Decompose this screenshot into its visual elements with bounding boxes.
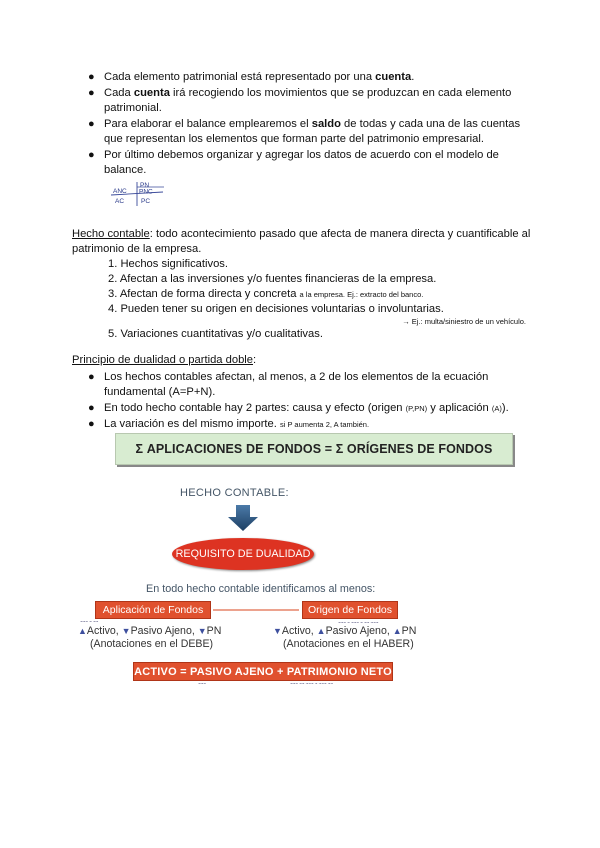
- sketch-anc: ANC: [113, 188, 127, 195]
- principio-title: Principio de dualidad o partida doble:: [72, 354, 257, 366]
- intro-bullet-list: [76, 70, 536, 179]
- connector-arrow: [213, 609, 299, 611]
- annotation-note: → Ej.: multa/siniestro de un vehículo.: [402, 317, 526, 326]
- list-item: ● Cada cuenta irá recogiendo los movimientos que se produzcan en cada elemento patrimonial.: [88, 87, 512, 114]
- origen-details: ▼Activo, ▲Pasivo Ajeno, ▲PN (Anotaciones en el HABER): [273, 625, 417, 650]
- list-item: ● Cada elemento patrimonial está representado por una cuenta.: [88, 71, 415, 83]
- triangle-down-icon: ▼: [197, 626, 207, 636]
- list-item: ● En todo hecho contable hay 2 partes: causa y efecto (origen (P,PN) y aplicación (A)).: [88, 402, 509, 414]
- triangle-down-icon: ▼: [273, 626, 282, 636]
- list-item: 2. Afectan a las inversiones y/o fuentes financieras de la empresa.: [108, 273, 437, 285]
- list-item: ● Por último debemos organizar y agregar los datos de acuerdo con el modelo de balance.: [88, 149, 499, 176]
- sketch-pc: PC: [141, 198, 151, 205]
- triangle-down-icon: ▼: [121, 626, 131, 636]
- origen-fondos-box: Origen de Fondos: [302, 601, 398, 619]
- triangle-up-icon: ▲: [78, 626, 87, 636]
- sketch-pnc: PNC: [139, 188, 153, 196]
- funds-equation-box: Σ APLICACIONES DE FONDOS = Σ ORÍGENES DE FONDOS: [115, 433, 513, 465]
- list-item: ● Los hechos contables afectan, al menos, a 2 de los elementos de la ecuación fundamental (A=P+N).: [88, 371, 489, 398]
- handwritten-note: ~~~ ~ ~~: [80, 619, 99, 624]
- triangle-up-icon: ▲: [392, 626, 402, 636]
- balance-sketch: [108, 181, 166, 207]
- list-item: 1. Hechos significativos.: [108, 258, 229, 270]
- triangle-up-icon: ▲: [316, 626, 326, 636]
- handwritten-note: ~~~: [198, 681, 206, 686]
- handwritten-note: ~~~ ~~ ~~~ ~ ~~~ ~~: [290, 681, 334, 686]
- accounting-equation-box: ACTIVO = PASIVO AJENO + PATRIMONIO NETO: [133, 662, 393, 681]
- hecho-definition: Hecho contable: todo acontecimiento pasado que afecta de manera directa y cuantificable al patrimonio de la empresa.: [72, 228, 531, 255]
- requisito-dualidad-ellipse: REQUISITO DE DUALIDAD: [172, 538, 314, 570]
- aplicacion-fondos-box: Aplicación de Fondos: [95, 601, 211, 619]
- list-item: ● La variación es del mismo importe. si P aumenta 2, A también.: [88, 418, 370, 430]
- handwritten-note: ~~~ ~ ~~~ ~ ~~ ~~~: [338, 620, 379, 625]
- list-item: 3. Afectan de forma directa y concreta a la empresa. Ej.: extracto del banco.: [108, 288, 424, 300]
- aplicacion-details: ▲Activo, ▼Pasivo Ajeno, ▼PN (Anotaciones en el DEBE): [78, 625, 222, 650]
- list-item: 5. Variaciones cuantitativas y/o cualitativas.: [108, 328, 323, 340]
- hecho-numbered-list: [108, 257, 538, 342]
- arrow-down-icon: [227, 505, 259, 531]
- sketch-pn: PN: [140, 182, 150, 189]
- list-item: ● Para elaborar el balance emplearemos el saldo de todas y cada una de las cuentas que representan los elementos que forman parte del patrimonio empresarial.: [88, 118, 521, 145]
- diagram-hecho-label: HECHO CONTABLE:: [180, 487, 289, 499]
- sketch-ac: AC: [115, 198, 125, 205]
- identify-text: En todo hecho contable identificamos al menos:: [146, 583, 376, 595]
- list-item: 4. Pueden tener su origen en decisiones voluntarias o involuntarias.: [108, 303, 444, 315]
- principio-bullet-list: [76, 370, 536, 433]
- hecho-term: Hecho contable: [72, 228, 150, 240]
